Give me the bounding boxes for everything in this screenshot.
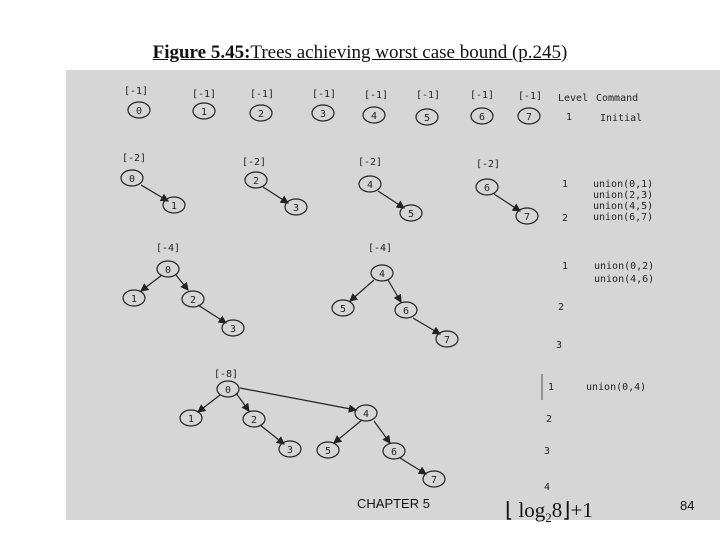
root-weight: [-2] (358, 157, 383, 168)
tree-node: 3 (287, 445, 294, 456)
formula-subscript: 2 (545, 510, 552, 526)
diagram-content (121, 86, 654, 493)
root-weight: [-2] (242, 157, 267, 168)
root-weight: [-4] (368, 243, 393, 254)
root-weight: [-8] (214, 369, 239, 380)
root-weight: [-1] (470, 90, 495, 101)
command-text: union(0,2) (594, 261, 655, 272)
figure-caption: Trees achieving worst case bound (p.245) (250, 42, 568, 63)
tree-node: 6 (484, 183, 491, 194)
tree-node: 5 (340, 304, 347, 315)
footer-chapter: CHAPTER 5 (357, 496, 430, 511)
command-text: union(0,1) (593, 179, 654, 190)
tree-node: 0 (129, 174, 136, 185)
root-weight: [-2] (122, 153, 147, 164)
tree-node: 3 (293, 203, 300, 214)
tree-node: 3 (320, 109, 327, 120)
tree-node: 1 (131, 294, 138, 305)
tree-node: 5 (325, 446, 332, 457)
formula-tail: +1 (570, 498, 593, 522)
stage-initial (124, 86, 642, 125)
level-value: 1 (548, 382, 555, 393)
root-weight: [-1] (312, 89, 337, 100)
tree-node: 4 (371, 111, 378, 122)
tree-node: 2 (253, 176, 260, 187)
tree-node: 6 (403, 306, 410, 317)
level-value: 3 (544, 446, 551, 457)
page-number: 84 (680, 498, 695, 513)
command-text: union(2,3) (593, 190, 654, 201)
root-weight: [-1] (416, 90, 441, 101)
level-value: 4 (544, 482, 551, 493)
formula-log: log (518, 498, 546, 522)
root-weight: [-1] (250, 89, 275, 100)
command-text: Initial (600, 113, 643, 124)
command-text: union(0,4) (586, 382, 647, 393)
stage-quads (123, 243, 654, 351)
root-weight: [-1] (364, 90, 389, 101)
tree-node: 7 (444, 335, 451, 346)
header-level: Level (558, 93, 589, 104)
command-text: union(6,7) (593, 212, 654, 223)
footer-formula: ⌊ $\log_28⌋+1$ (505, 498, 593, 526)
tree-node: 1 (171, 201, 178, 212)
level-value: 3 (556, 340, 563, 351)
tree-node: 1 (201, 107, 208, 118)
level-value: 1 (562, 179, 569, 190)
stage-pairs (121, 153, 653, 224)
tree-node: 4 (367, 180, 374, 191)
root-weight: [-2] (476, 159, 501, 170)
figure-title (0, 42, 720, 64)
formula-argument: 8 (551, 498, 563, 522)
figure-number: Figure 5.45: (152, 42, 251, 63)
tree-diagram (66, 70, 720, 520)
tree-node: 6 (479, 112, 486, 123)
tree-node: 3 (230, 324, 237, 335)
level-value: 1 (566, 112, 573, 123)
root-weight: [-1] (124, 86, 149, 97)
tree-node: 4 (363, 409, 370, 420)
tree-node: 0 (225, 385, 232, 396)
root-weight: [-4] (156, 243, 181, 254)
command-text: union(4,5) (593, 201, 654, 212)
tree-node: 7 (431, 475, 438, 486)
level-value: 2 (546, 414, 553, 425)
root-weight: [-1] (518, 91, 543, 102)
tree-node: 7 (524, 212, 531, 223)
stage-final (180, 369, 646, 493)
command-text: union(4,6) (594, 274, 655, 285)
tree-node: 6 (391, 447, 398, 458)
tree-node: 0 (136, 106, 143, 117)
tree-node: 5 (408, 209, 415, 220)
level-value: 2 (558, 302, 565, 313)
tree-node: 0 (165, 265, 172, 276)
tree-node: 7 (526, 112, 533, 123)
tree-node: 5 (424, 113, 431, 124)
tree-node: 1 (188, 414, 195, 425)
scanned-figure (66, 70, 720, 520)
level-value: 2 (562, 213, 569, 224)
tree-node: 2 (251, 415, 258, 426)
header-command: Command (596, 93, 639, 104)
root-weight: [-1] (192, 89, 217, 100)
tree-node: 2 (190, 295, 197, 306)
level-value: 1 (562, 261, 569, 272)
tree-node: 2 (258, 109, 265, 120)
tree-node: 4 (379, 269, 386, 280)
